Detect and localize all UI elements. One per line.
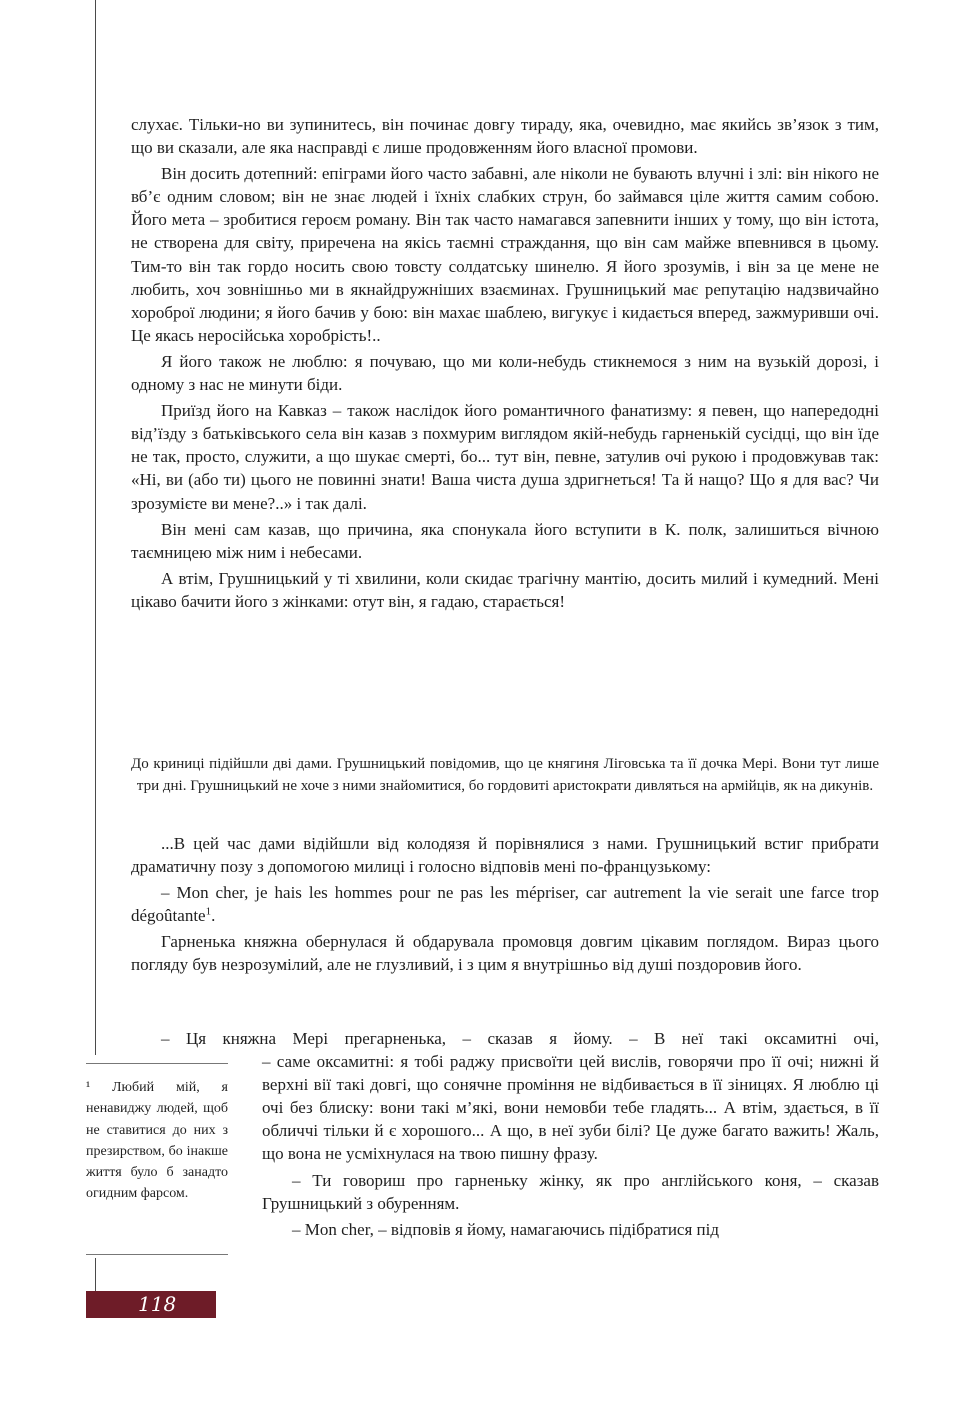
footnote-rule-bottom [86,1254,228,1255]
page-number: 118 [138,1292,177,1316]
text-section-2 [131,832,879,980]
paragraph: слухає. Тільки-но ви зупинитесь, він починає довгу тираду, яка, очевидно, має якийсь зв’язок з тим, що ви сказали, але яка насправді є лише продовженням його власної промови. [131,115,879,158]
paragraph [161,1027,879,1166]
text-section-1 [131,113,879,616]
margin-line-top [95,0,96,1055]
paragraph: Він досить дотепний: епіграми його часто забавні, але ніколи не бувають влучні і злі: він нікого не вб’є одним словом; він не знає людей і їхніх слабких струн, бо займався ціле життя самим собою. Його мета – зробитися героєм роману. Він так часто намагався запевнити інших у тому, що він істота, не створена для світу, приречена на якісь таємні страждання, що він сам майже впевнився в цьому. Тим-то він так гордо носить свою товсту солдатську шинелю. Я його зрозумів, і він за це мене не любить, хоч зовнішньо ми в якнайдружніших взаєминах. Грушницький має репутацію надзвичайно хороброї людини; я його бачив у бою: він махає шаблею, вигукує і кидається вперед, зажмуривши очі. Це якась неросійська хоробрість!.. [131,164,879,345]
paragraph: – Ти говориш про гарненьку жінку, як про англійського коня, – сказав Грушницький з обуренням. [262,1170,879,1213]
paragraph-with-footnote [131,881,879,927]
margin-line-bottom [95,1258,96,1294]
paragraph: ...В цей час дами відійшли від колодязя й порівнялися з нами. Грушницький встиг прибрати драматичну позу з допомогою милиці і голосно відповів мені по-французькому: [131,834,879,877]
paragraph: Гарненька княжна обернулася й обдарувала промовця довгим цікавим поглядом. Вираз цього погляду був незрозумілий, але не глузливий, і з цим я внутрішньо від душі поздоровив його. [131,932,879,975]
paragraph-rest: – саме оксамитні: я тобі раджу присвоїти цей вислів, говорячи про її очі; нижні й верхні вії такі довгі, що сонячне проміння не відбивається в її зіницях. Я люблю ці очі без блиску: вони такі м’які, вони немовби тебе гладять... А втім, здається, в її обличчі тільки й є хорошого... А що, в неї зуби білі? Це дуже багато важить! Жаль, що вона не усміхнулася на твою пишну фразу. [262,1052,879,1164]
chapter-summary: До криниці підійшли дві дами. Грушницький повідомив, що це княгиня Лiговська та її дочка Мері. Вони тут лише три дні. Грушницький не хоче з ними знайомитися, бо гордовиті аристократи дивляться на армійців, як на дикунів. [131,756,879,794]
quote-end: . [211,906,216,926]
paragraph: Він мені сам казав, що причина, яка спонукала його вступити в К. полк, залишиться вічною таємницею між ним і небесами. [131,519,879,562]
paragraph: Приїзд його на Кавказ – також наслідок його романтичного фанатизму: я певен, що напередодні від’їзду з батьківського села він казав з похмурим виглядом якій-небудь гарненькій сусідці, що він їде не так, просто, служити, а що шукає смерті, бо... тут він, певне, затулив очі рукою і продовжував так: «Ні, ви (або ти) цього не повинні знати! Ваша чиста душа здригнеться! Та й нащо? Що я для вас? Чи зрозумієте ви мене?..» і так далі. [131,401,879,513]
paragraph-lead: – Ця княжна Мері прегарненька, – сказав я йому. – В неї такі оксамитні очі, [161,1029,879,1048]
paragraph: – Mon cher, – відповів я йому, намагаючись підібратися під [292,1219,720,1239]
paragraph: Я його також не люблю: я почуваю, що ми коли-небудь стикнемося з ним на вузькій дорозі, і одному з нас не минути біди. [131,351,879,395]
text-section-3 [161,1027,879,1244]
paragraph: А втім, Грушницький у ті хвилини, коли скидає трагічну мантію, досить милий і кумедний. Мені цікаво бачити його з жінками: отут він, я гадаю, старається! [131,568,879,611]
french-quote: – Mon cher, je hais les hommes pour ne pas les mépriser, car autrement la vie serait une farce trop dégoûtante [131,883,879,926]
footnote-marker[interactable]: 1 [205,905,212,918]
footnote: ¹ Любий мій, я ненавиджу людей, щоб не ставитися до них з презирством, бо інакше життя було б занадто огидним фарсом. [86,1080,228,1202]
footnote-rule-top [86,1063,228,1064]
